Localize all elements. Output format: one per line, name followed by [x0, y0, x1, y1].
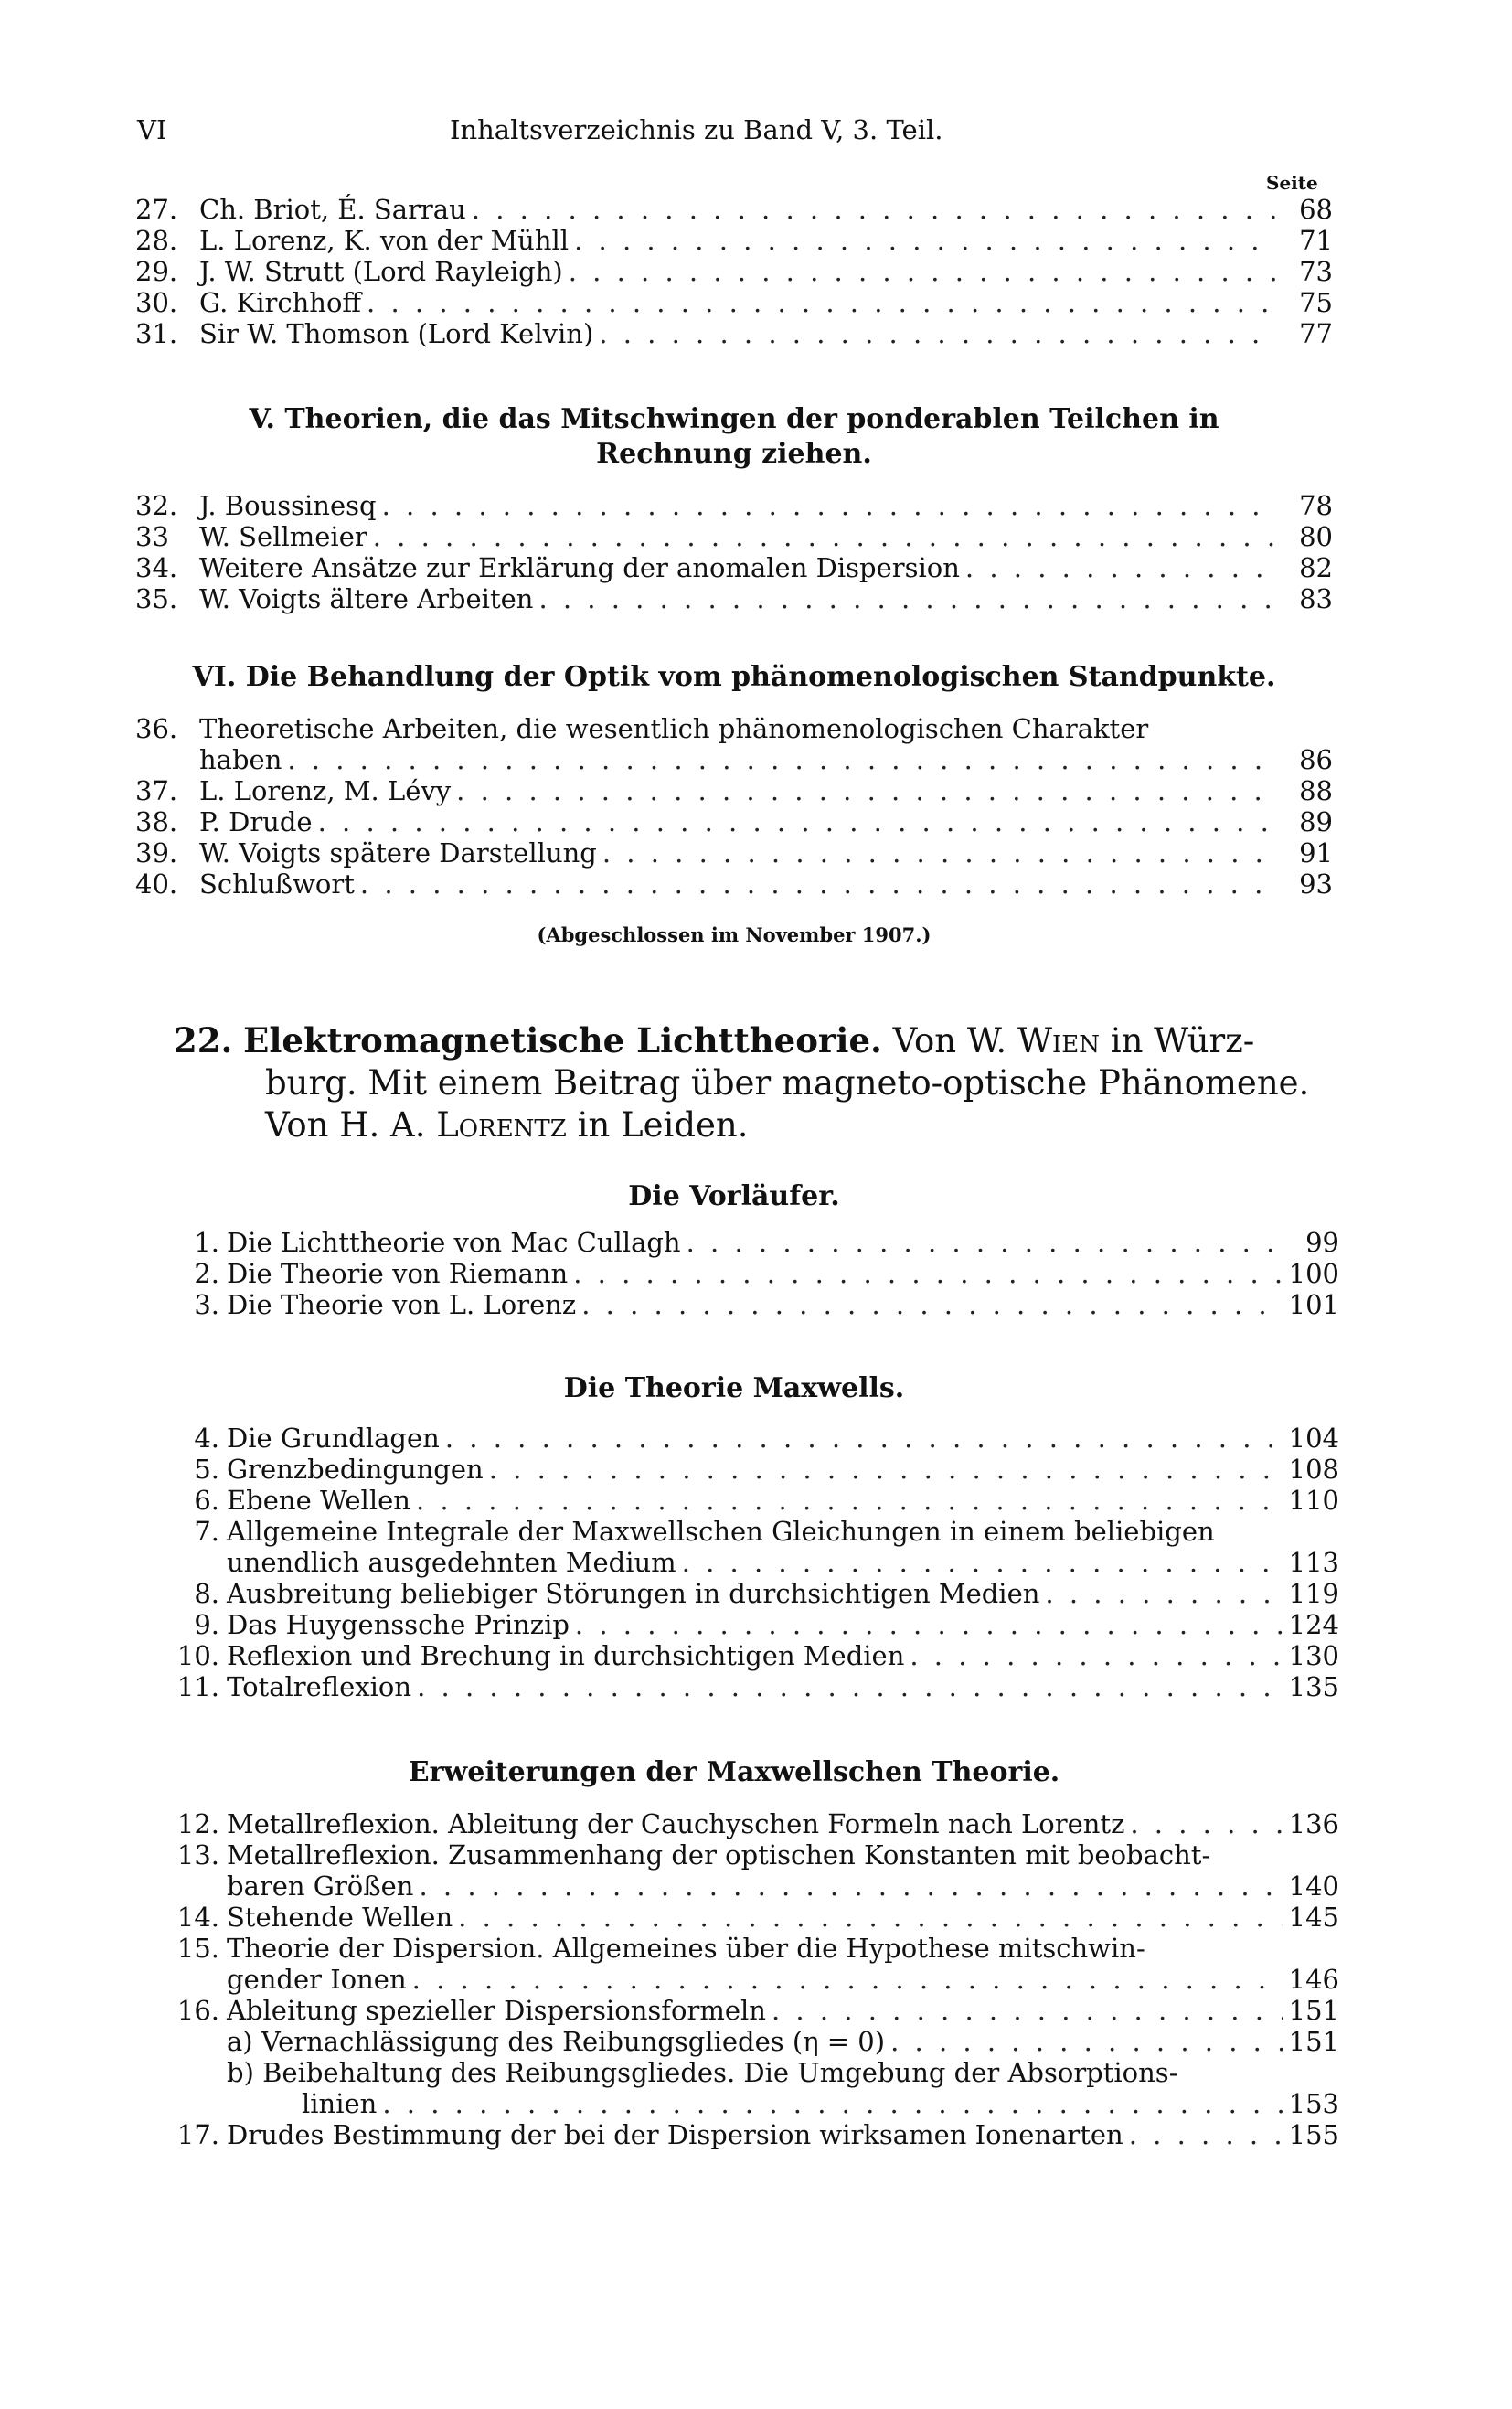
entry-page: 135 [1288, 1671, 1339, 1702]
section-heading-vi [135, 660, 1333, 695]
entry-title: L. Lorenz, K. von der Mühll [199, 225, 570, 256]
toc-entry [160, 2119, 1339, 2150]
entry-page: 88 [1299, 775, 1333, 806]
entry-page: 145 [1288, 1902, 1339, 1933]
section-heading-vorlaeufer: Die Vorläufer. [628, 1180, 840, 1212]
entry-number: 4. [194, 1423, 219, 1454]
toc-entry [135, 225, 1333, 256]
entry-number: 17. [176, 2119, 219, 2150]
entry-title: Das Huygenssche Prinzip [227, 1609, 570, 1640]
toc-entry [160, 1454, 1339, 1485]
entry-page: 78 [1299, 490, 1333, 521]
entry-page: 130 [1288, 1640, 1339, 1671]
leader-dots [411, 1671, 1283, 1702]
entry-number: 39. [135, 837, 178, 869]
entry-title: Stehende Wellen [227, 1902, 453, 1933]
section-heading-line: V. Theorien, die das Mitschwingen der ponderablen Teilchen in [249, 403, 1219, 435]
entry-title: Die Theorie von L. Lorenz [227, 1289, 577, 1320]
entry-page: 71 [1299, 225, 1333, 256]
entry-title: L. Lorenz, M. Lévy [199, 775, 452, 806]
entry-page: 151 [1288, 1995, 1339, 2026]
entry-title: Schlußwort [199, 869, 355, 900]
toc-entry [160, 1995, 1339, 2026]
leader-dots [681, 1227, 1283, 1258]
entry-page: 75 [1299, 287, 1333, 318]
leader-dots [355, 869, 1276, 900]
entry-number: 29. [135, 256, 178, 287]
leader-dots [407, 1964, 1283, 1995]
leader-dots [466, 194, 1276, 225]
entry-title: linien [302, 2088, 378, 2119]
entry-page: 83 [1299, 583, 1333, 614]
entry-page: 108 [1288, 1454, 1339, 1485]
entry-title: J. Boussinesq [199, 490, 377, 521]
entry-number: 31. [135, 318, 178, 349]
entry-number: 13. [176, 1839, 219, 1871]
entry-title: Ableitung spezieller Dispersionsformeln [227, 1995, 766, 2026]
chapter-by: Von W. [892, 1021, 1007, 1061]
entry-number: 6. [194, 1485, 219, 1516]
leader-dots [313, 806, 1276, 837]
entry-number: 11. [176, 1671, 219, 1702]
entry-title: Reflexion und Brechung in durchsichtigen Medien [227, 1640, 905, 1671]
entry-number: 5. [194, 1454, 219, 1485]
leader-dots [377, 2088, 1283, 2119]
toc-entry [135, 256, 1333, 287]
toc-subentry-continuation [160, 2088, 1339, 2119]
entry-number: 15. [176, 1933, 219, 1964]
toc-subentry [160, 2057, 1339, 2088]
entry-page: 82 [1299, 552, 1333, 583]
entry-title: W. Voigts spätere Darstellung [199, 837, 597, 869]
toc-list-erweiterungen [160, 1808, 1339, 2150]
toc-entry-continuation [135, 744, 1333, 775]
entry-title: Theoretische Arbeiten, die wesentlich phänomenologischen Charakter [199, 713, 1149, 744]
entry-page: 77 [1299, 318, 1333, 349]
entry-page: 80 [1299, 521, 1333, 552]
toc-entry [160, 1933, 1339, 1964]
page-column-label: Seite [1266, 172, 1318, 194]
toc-entry [160, 1516, 1339, 1547]
entry-page: 99 [1305, 1227, 1339, 1258]
entry-page: 124 [1288, 1609, 1339, 1640]
section-heading-v [135, 402, 1333, 472]
chapter-heading [174, 1019, 1326, 1146]
leader-dots [885, 2026, 1283, 2057]
entry-page: 110 [1288, 1485, 1339, 1516]
entry-title: Die Lichttheorie von Mac Cullagh [227, 1227, 681, 1258]
leader-dots [1123, 2119, 1283, 2150]
toc-entry [135, 806, 1333, 837]
leader-dots [1039, 1578, 1283, 1609]
entry-number: 36. [135, 713, 178, 744]
entry-page: 86 [1299, 744, 1333, 775]
leader-dots [569, 225, 1276, 256]
entry-title: baren Größen [227, 1871, 414, 1902]
entry-number: 7. [194, 1516, 219, 1547]
entry-number: 2. [194, 1258, 219, 1289]
entry-number: 35. [135, 583, 178, 614]
entry-title: Totalreflexion [227, 1671, 412, 1702]
toc-entry [160, 1902, 1339, 1933]
entry-page: 89 [1299, 806, 1333, 837]
leader-dots [282, 744, 1276, 775]
entry-number: 27. [135, 194, 178, 225]
toc-list-vorlaeufer [160, 1227, 1339, 1320]
entry-number: 14. [176, 1902, 219, 1933]
entry-title: W. Voigts ältere Arbeiten [199, 583, 534, 614]
leader-dots [597, 837, 1276, 869]
toc-entry-continuation [160, 1871, 1339, 1902]
entry-title: gender Ionen [227, 1964, 407, 1995]
toc-entry-continuation [160, 1964, 1339, 1995]
chapter-line-1 [174, 1019, 1326, 1062]
section-heading-line: VI. Die Behandlung der Optik vom phänomenologischen Standpunkte. [192, 661, 1276, 693]
entry-title: Allgemeine Integrale der Maxwellschen Gleichungen in einem beliebigen [227, 1516, 1215, 1547]
entry-title: a) Vernachlässigung des Reibungsgliedes (η = 0) [227, 2026, 886, 2057]
entry-page: 155 [1288, 2119, 1339, 2150]
toc-entry [135, 194, 1333, 225]
entry-number: 1. [194, 1227, 219, 1258]
chapter-title: Elektromagnetische Lichttheorie. [243, 1020, 882, 1061]
leader-dots [361, 287, 1276, 318]
toc-subentry [160, 2026, 1339, 2057]
entry-number: 37. [135, 775, 178, 806]
chapter-place: in Würz- [1110, 1021, 1255, 1061]
leader-dots [960, 552, 1276, 583]
toc-entry [135, 713, 1333, 744]
entry-number: 8. [194, 1578, 219, 1609]
entry-number: 9. [194, 1609, 219, 1640]
entry-page: 73 [1299, 256, 1333, 287]
entry-title: Metallreflexion. Zusammenhang der optischen Konstanten mit beobacht- [227, 1839, 1211, 1871]
entry-title: Ch. Briot, É. Sarrau [199, 194, 466, 225]
entry-number: 34. [135, 552, 178, 583]
toc-entry [135, 775, 1333, 806]
entry-title: P. Drude [199, 806, 313, 837]
leader-dots [410, 1485, 1283, 1516]
leader-dots [1124, 1808, 1283, 1839]
entry-title: Sir W. Thomson (Lord Kelvin) [199, 318, 594, 349]
toc-entry [160, 1839, 1339, 1871]
toc-entry [160, 1640, 1339, 1671]
entry-title: Ebene Wellen [227, 1485, 410, 1516]
leader-dots [570, 1609, 1283, 1640]
leader-dots [576, 1289, 1283, 1320]
leader-dots [440, 1423, 1283, 1454]
leader-dots [568, 1258, 1283, 1289]
entry-title: Weitere Ansätze zur Erklärung der anomalen Dispersion [199, 552, 960, 583]
entry-page: 100 [1288, 1258, 1339, 1289]
entry-title: unendlich ausgedehnten Medium [227, 1547, 676, 1578]
entry-number: 16. [176, 1995, 219, 2026]
leader-dots [533, 583, 1276, 614]
toc-list-vi [135, 713, 1333, 900]
entry-page: 140 [1288, 1871, 1339, 1902]
leader-dots [563, 256, 1276, 287]
leader-dots [593, 318, 1276, 349]
entry-number: 38. [135, 806, 178, 837]
entry-page: 93 [1299, 869, 1333, 900]
entry-title: Metallreflexion. Ableitung der Cauchyschen Formeln nach Lorentz [227, 1808, 1125, 1839]
entry-page: 153 [1288, 2088, 1339, 2119]
entry-page: 68 [1299, 194, 1333, 225]
entry-number: 3. [194, 1289, 219, 1320]
entry-title: Grenzbedingungen [227, 1454, 484, 1485]
entry-title: W. Sellmeier [199, 521, 367, 552]
entry-number: 30. [135, 287, 178, 318]
chapter-line-3 [174, 1104, 1326, 1146]
toc-list-authors [135, 194, 1333, 349]
toc-entry [135, 869, 1333, 900]
toc-entry [135, 552, 1333, 583]
entry-number: 40. [135, 869, 178, 900]
toc-entry-continuation [160, 1547, 1339, 1578]
section-heading-maxwell: Die Theorie Maxwells. [563, 1372, 905, 1404]
chapter-by: Von H. A. [265, 1105, 426, 1145]
leader-dots [484, 1454, 1283, 1485]
chapter-author: Wien [1017, 1021, 1100, 1061]
leader-dots [766, 1995, 1283, 2026]
toc-entry [160, 1258, 1339, 1289]
toc-entry [135, 287, 1333, 318]
leader-dots [904, 1640, 1283, 1671]
leader-dots [453, 1902, 1283, 1933]
entry-title: Die Grundlagen [227, 1423, 440, 1454]
entry-title: G. Kirchhoff [199, 287, 362, 318]
toc-entry [135, 583, 1333, 614]
entry-number: 28. [135, 225, 178, 256]
entry-title: b) Beibehaltung des Reibungsgliedes. Die Umgebung der Absorptions- [227, 2057, 1178, 2088]
entry-title: Theorie der Dispersion. Allgemeines über die Hypothese mitschwin- [227, 1933, 1145, 1964]
toc-entry [160, 1423, 1339, 1454]
entry-number: 10. [176, 1640, 219, 1671]
entry-title: Ausbreitung beliebiger Störungen in durchsichtigen Medien [227, 1578, 1040, 1609]
leader-dots [676, 1547, 1283, 1578]
entry-page: 101 [1288, 1289, 1339, 1320]
entry-page: 136 [1288, 1808, 1339, 1839]
entry-page: 91 [1299, 837, 1333, 869]
entry-page: 104 [1288, 1423, 1339, 1454]
toc-list-maxwell [160, 1423, 1339, 1702]
running-title: Inhaltsverzeichnis zu Band V, 3. Teil. [450, 114, 943, 145]
entry-number: 32. [135, 490, 178, 521]
chapter-line-2: burg. Mit einem Beitrag über magneto-optische Phänomene. [265, 1063, 1310, 1103]
chapter-number: 22. [174, 1020, 233, 1061]
entry-page: 119 [1288, 1578, 1339, 1609]
toc-entry [160, 1671, 1339, 1702]
chapter-author: Lorentz [436, 1105, 567, 1145]
entry-page: 146 [1288, 1964, 1339, 1995]
toc-entry [160, 1289, 1339, 1320]
entry-title: Drudes Bestimmung der bei der Dispersion wirksamen Ionenarten [227, 2119, 1123, 2150]
toc-entry [135, 318, 1333, 349]
entry-title: J. W. Strutt (Lord Rayleigh) [199, 256, 563, 287]
toc-entry [160, 1227, 1339, 1258]
entry-number: 33 [135, 521, 169, 552]
leader-dots [377, 490, 1276, 521]
page-number: VI [137, 114, 167, 145]
entry-number: 12. [176, 1808, 219, 1839]
toc-entry [160, 1485, 1339, 1516]
toc-list-v [135, 490, 1333, 614]
chapter-place: in Leiden. [577, 1105, 749, 1145]
toc-entry [160, 1808, 1339, 1839]
entry-page: 151 [1288, 2026, 1339, 2057]
leader-dots [367, 521, 1276, 552]
leader-dots [413, 1871, 1283, 1902]
toc-entry [160, 1609, 1339, 1640]
toc-entry [135, 521, 1333, 552]
entry-page: 113 [1288, 1547, 1339, 1578]
toc-entry [160, 1578, 1339, 1609]
entry-title: Die Theorie von Riemann [227, 1258, 569, 1289]
section-heading-erweiterungen: Erweiterungen der Maxwellschen Theorie. [408, 1756, 1060, 1788]
closing-note: (Abgeschlossen im November 1907.) [537, 923, 932, 946]
toc-entry [135, 490, 1333, 521]
leader-dots [451, 775, 1276, 806]
running-header [137, 114, 1326, 160]
entry-title: haben [199, 744, 282, 775]
section-heading-line: Rechnung ziehen. [596, 438, 872, 470]
toc-entry [135, 837, 1333, 869]
